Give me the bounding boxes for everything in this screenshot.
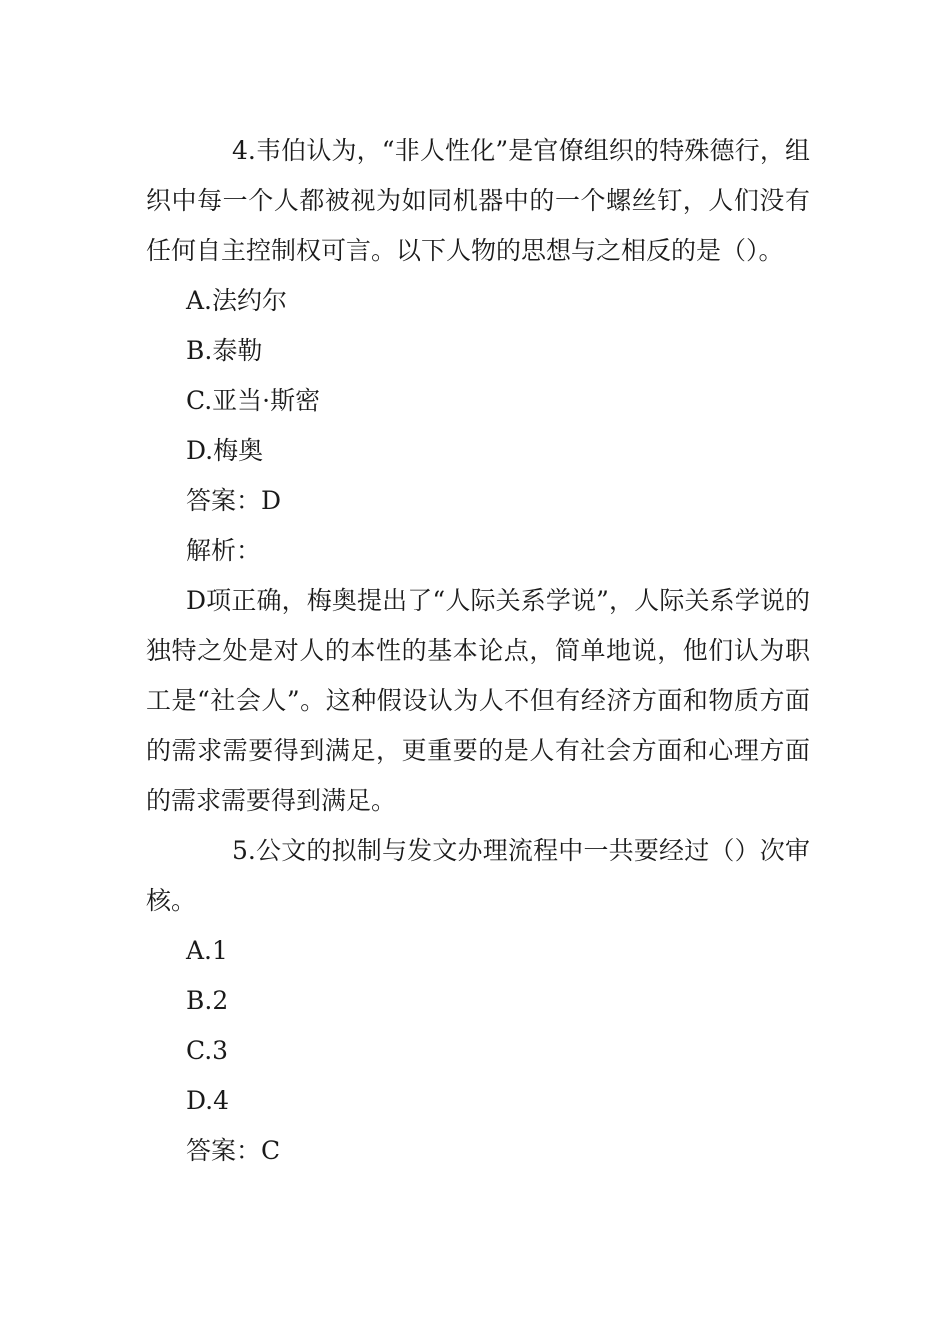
question-4-analysis-label: 解析： xyxy=(186,536,262,565)
question-5-answer: 答案：C xyxy=(186,1136,281,1165)
question-5-option-d: D.4 xyxy=(186,1086,230,1115)
document-content xyxy=(146,126,810,1176)
question-5-option-b: B.2 xyxy=(186,986,229,1015)
question-4-option-c: C.亚当·斯密 xyxy=(186,386,321,415)
question-4-option-a: A.法约尔 xyxy=(186,286,288,315)
question-4-stem: 4.韦伯认为，“非人性化”是官僚组织的特殊德行，组织中每一个人都被视为如同机器中的一个螺丝钉，人们没有任何自主控制权可言。以下人物的思想与之相反的是（）。 xyxy=(146,136,810,265)
question-5-option-a: A.1 xyxy=(186,936,228,965)
question-5-stem: 5.公文的拟制与发文办理流程中一共要经过（）次审核。 xyxy=(146,836,810,915)
question-4-answer: 答案：D xyxy=(186,486,282,515)
question-4-option-d: D.梅奥 xyxy=(186,436,264,465)
question-5-option-c: C.3 xyxy=(186,1036,229,1065)
question-4-option-b: B.泰勒 xyxy=(186,336,263,365)
question-4-analysis: D项正确，梅奥提出了“人际关系学说”，人际关系学说的独特之处是对人的本性的基本论点，简单地说，他们认为职工是“社会人”。这种假设认为人不但有经济方面和物质方面的需求需要得到满足，更重要的是人有社会方面和心理方面的需求需要得到满足。 xyxy=(146,586,810,815)
